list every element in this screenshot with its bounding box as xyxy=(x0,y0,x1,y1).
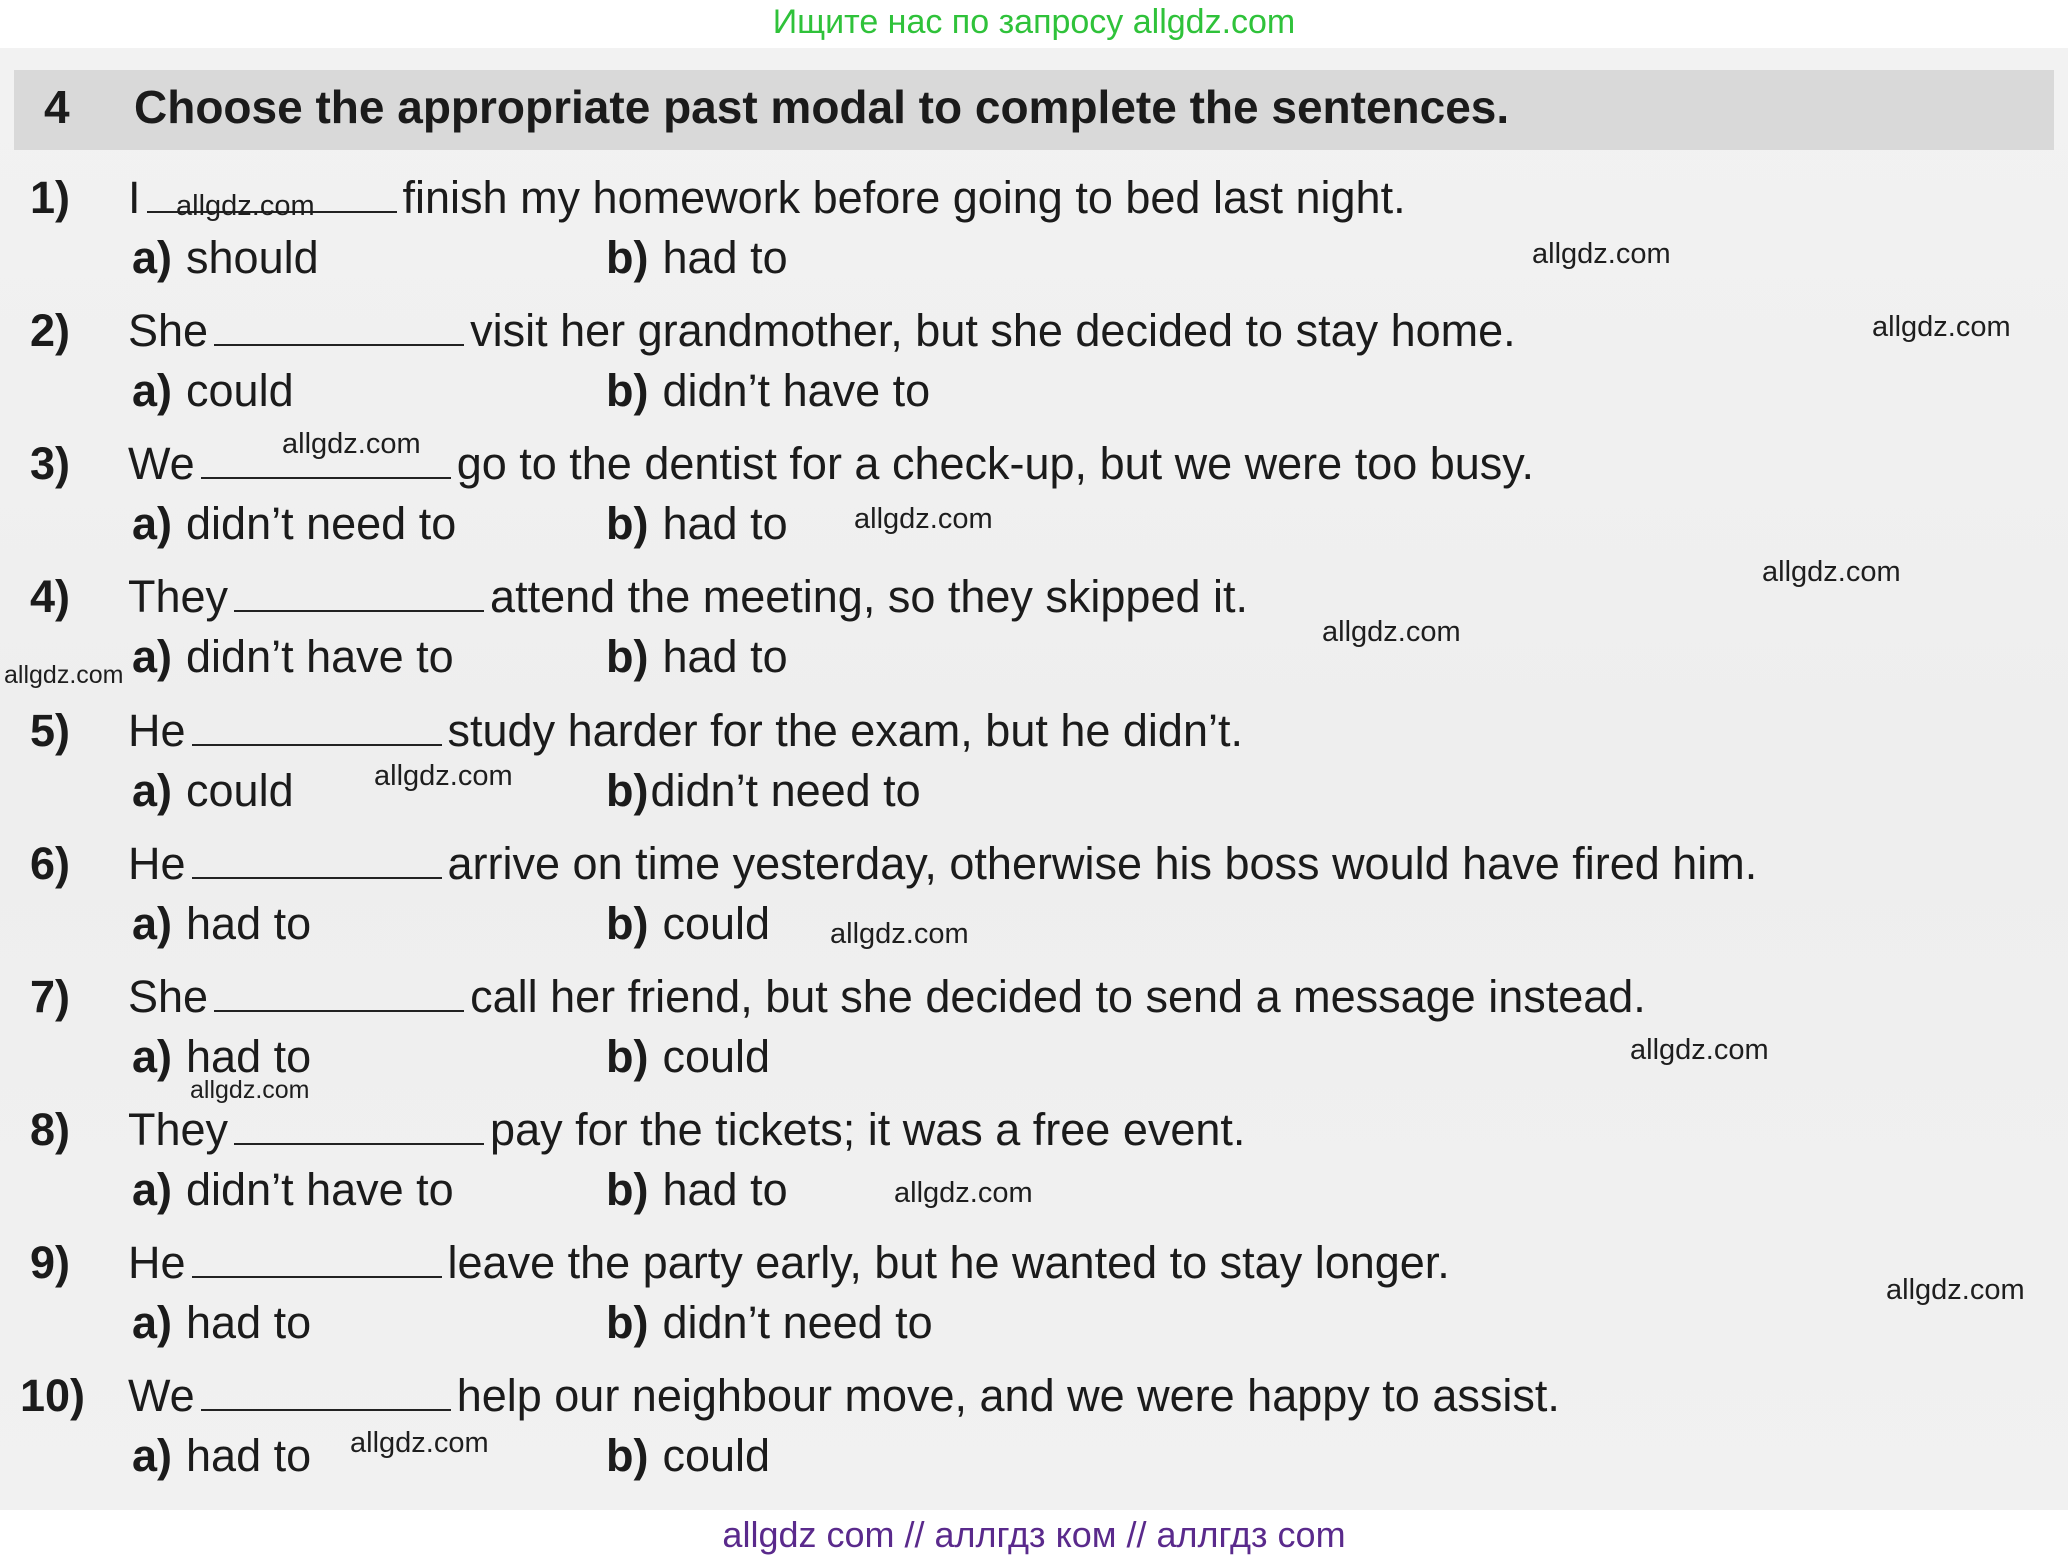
watermark: allgdz.com xyxy=(350,1427,489,1459)
option-text: could xyxy=(662,1031,771,1082)
option-a-5 xyxy=(132,763,294,819)
option-letter: a) xyxy=(132,1031,173,1082)
sentence-end: finish my homework before going to bed last night. xyxy=(402,172,1406,223)
option-a-9 xyxy=(132,1295,311,1351)
option-text: should xyxy=(186,232,319,283)
option-text: could xyxy=(186,365,294,416)
answer-blank xyxy=(214,300,464,346)
option-b-8 xyxy=(606,1162,788,1218)
answer-blank xyxy=(201,1365,451,1411)
sentence-start: We xyxy=(128,438,195,489)
sentence-end: arrive on time yesterday, otherwise his boss would have fired him. xyxy=(447,838,1758,889)
watermark: allgdz.com xyxy=(894,1177,1033,1209)
sentence-start: She xyxy=(128,971,209,1022)
item-number: 7) xyxy=(30,971,71,1022)
sentence-end: attend the meeting, so they skipped it. xyxy=(490,571,1249,622)
watermark: allgdz.com xyxy=(1532,238,1671,270)
option-letter: a) xyxy=(132,1164,173,1215)
watermark: allgdz.com xyxy=(1762,556,1901,588)
item-number: 8) xyxy=(30,1104,71,1155)
option-text: had to xyxy=(662,631,788,682)
option-text: could xyxy=(662,1430,771,1481)
sentence-9 xyxy=(30,1232,1450,1291)
item-number: 3) xyxy=(30,438,71,489)
option-text: didn’t have to xyxy=(186,1164,454,1215)
watermark: allgdz.com xyxy=(1630,1034,1769,1066)
option-text: didn’t have to xyxy=(662,365,931,416)
option-letter: b) xyxy=(606,898,649,949)
option-letter: b) xyxy=(606,1164,649,1215)
top-banner: Ищите нас по запросу allgdz.com xyxy=(772,3,1296,41)
watermark: allgdz.com xyxy=(1872,311,2011,343)
option-letter: b) xyxy=(606,1031,649,1082)
sentence-end: visit her grandmother, but she decided to stay home. xyxy=(470,305,1516,356)
option-a-6 xyxy=(132,896,311,952)
option-text: could xyxy=(186,765,294,816)
exercise-number: 4 xyxy=(44,81,70,133)
option-letter: b) xyxy=(606,1297,649,1348)
option-letter: b) xyxy=(606,631,649,682)
item-number: 5) xyxy=(30,705,71,756)
option-letter: a) xyxy=(132,765,173,816)
sentence-10 xyxy=(20,1365,1560,1424)
option-a-2 xyxy=(132,363,294,419)
sentence-end: help our neighbour move, and we were happy to assist. xyxy=(456,1370,1560,1421)
item-number: 10) xyxy=(20,1370,86,1421)
option-b-3 xyxy=(606,496,788,552)
sentence-end: pay for the tickets; it was a free event. xyxy=(490,1104,1246,1155)
answer-blank xyxy=(214,966,464,1012)
exercise-title: Choose the appropriate past modal to complete the sentences. xyxy=(134,81,1510,133)
option-a-1 xyxy=(132,230,319,286)
option-b-4 xyxy=(606,629,788,685)
option-b-9 xyxy=(606,1295,933,1351)
sentence-5 xyxy=(30,700,1243,759)
option-letter: a) xyxy=(132,1297,173,1348)
option-text: didn’t need to xyxy=(662,1297,933,1348)
sentence-start: They xyxy=(128,571,229,622)
sentence-start: They xyxy=(128,1104,229,1155)
sentence-start: We xyxy=(128,1370,195,1421)
option-letter: b) xyxy=(606,765,649,816)
watermark: allgdz.com xyxy=(1322,616,1461,648)
option-text: had to xyxy=(186,1297,312,1348)
option-a-8 xyxy=(132,1162,454,1218)
option-text: didn’t have to xyxy=(186,631,454,682)
option-letter: a) xyxy=(132,898,173,949)
option-letter: b) xyxy=(606,232,649,283)
sentence-start: I xyxy=(128,172,141,223)
sentence-start: He xyxy=(128,705,186,756)
option-text: had to xyxy=(662,1164,788,1215)
option-a-10 xyxy=(132,1428,311,1484)
option-letter: a) xyxy=(132,1430,173,1481)
option-text: didn’t need to xyxy=(186,498,457,549)
option-b-7 xyxy=(606,1029,770,1085)
option-b-5 xyxy=(606,763,921,819)
answer-blank xyxy=(192,1232,442,1278)
footer-watermark: allgdz com // аллгдз ком // аллгдз com xyxy=(722,1514,1346,1555)
sentence-3 xyxy=(30,433,1534,492)
option-text: had to xyxy=(186,1031,312,1082)
option-letter: b) xyxy=(606,498,649,549)
option-b-1 xyxy=(606,230,788,286)
sentence-end: leave the party early, but he wanted to stay longer. xyxy=(447,1237,1450,1288)
answer-blank xyxy=(192,833,442,879)
option-b-2 xyxy=(606,363,930,419)
option-b-6 xyxy=(606,896,770,952)
option-letter: a) xyxy=(132,365,173,416)
sentence-start: He xyxy=(128,1237,186,1288)
item-number: 6) xyxy=(30,838,71,889)
watermark: allgdz.com xyxy=(1886,1274,2025,1306)
answer-blank xyxy=(192,700,442,746)
option-text: had to xyxy=(662,498,788,549)
sentence-8 xyxy=(30,1099,1245,1158)
option-b-10 xyxy=(606,1428,770,1484)
option-text: could xyxy=(662,898,771,949)
sentence-end: go to the dentist for a check-up, but we were too busy. xyxy=(456,438,1534,489)
answer-blank xyxy=(234,1099,484,1145)
sentence-end: study harder for the exam, but he didn’t. xyxy=(447,705,1243,756)
item-number: 1) xyxy=(30,172,71,223)
sentence-4 xyxy=(30,566,1248,625)
sentence-start: She xyxy=(128,305,209,356)
watermark: allgdz.com xyxy=(854,503,993,535)
option-letter: b) xyxy=(606,365,649,416)
option-letter: b) xyxy=(606,1430,649,1481)
item-number: 9) xyxy=(30,1237,71,1288)
option-letter: a) xyxy=(132,498,173,549)
watermark: allgdz.com xyxy=(282,428,421,460)
item-number: 2) xyxy=(30,305,71,356)
sentence-7 xyxy=(30,966,1646,1025)
option-a-4 xyxy=(132,629,454,685)
sentence-start: He xyxy=(128,838,186,889)
answer-blank xyxy=(234,566,484,612)
item-number: 4) xyxy=(30,571,71,622)
option-text: didn’t need to xyxy=(650,765,921,816)
sentence-2 xyxy=(30,300,1516,359)
option-letter: a) xyxy=(132,631,173,682)
watermark: allgdz.com xyxy=(374,760,513,792)
sentence-end: call her friend, but she decided to send a message instead. xyxy=(470,971,1646,1022)
sentence-6 xyxy=(30,833,1757,892)
option-a-3 xyxy=(132,496,456,552)
watermark: allgdz.com xyxy=(190,1076,310,1104)
watermark: allgdz.com xyxy=(830,918,969,950)
option-letter: a) xyxy=(132,232,173,283)
watermark: allgdz.com xyxy=(176,190,315,222)
option-text: had to xyxy=(662,232,788,283)
option-text: had to xyxy=(186,1430,312,1481)
option-text: had to xyxy=(186,898,312,949)
watermark: allgdz.com xyxy=(4,661,124,689)
